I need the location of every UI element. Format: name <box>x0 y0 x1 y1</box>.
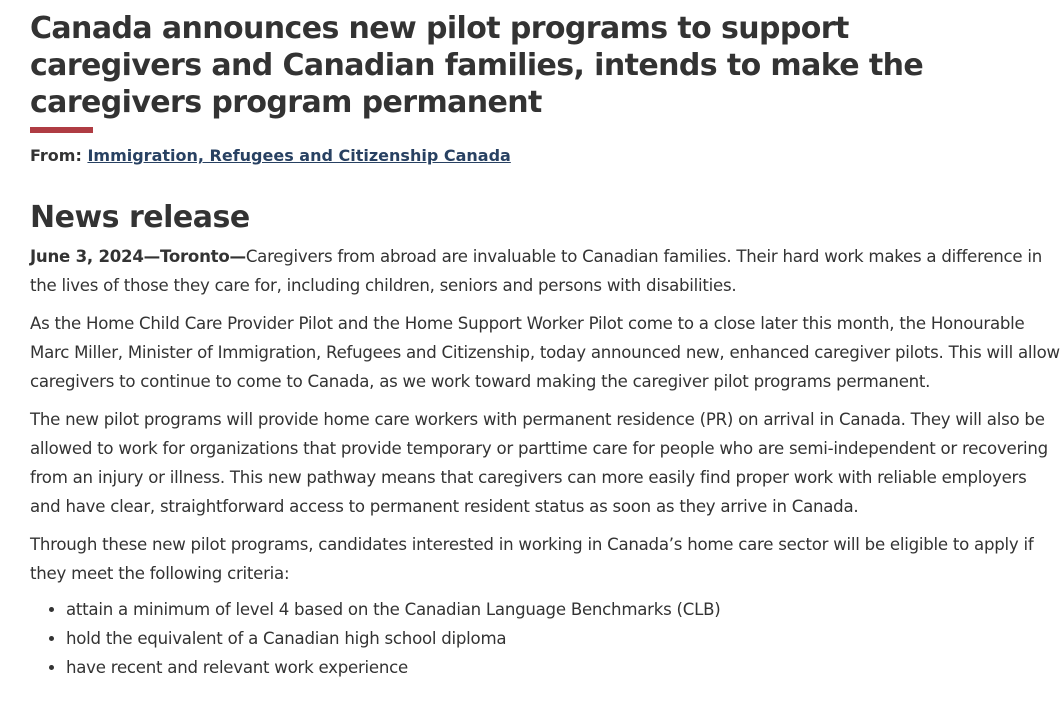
section-heading: News release <box>30 200 250 235</box>
list-item: • attain a minimum of level 4 based on the Canadian Language Benchmarks (CLB) <box>66 595 1060 624</box>
paragraph-intro-text: Caregivers from abroad are invaluable to Canadian families. Their hard work makes a difference in the lives of those they care for, including children, seniors and persons with disabilities. <box>30 247 1043 295</box>
paragraph-new-pilots: The new pilot programs will provide home care workers with permanent residence (PR) on arrival in Canada. They will also be allowed to work for organizations that provide temporary or parttime care for people who are semi-independent or recovering from an injury or illness. This new pathway means that caregivers can more easily find proper work with reliable employers and have clear, straightforward access to permanent resident status as soon as they arrive in Canada. <box>30 410 1048 516</box>
department-link[interactable]: Immigration, Refugees and Citizenship Canada <box>87 146 511 165</box>
paragraph-announcement: As the Home Child Care Provider Pilot and the Home Support Worker Pilot come to a close later this month, the Honourable Marc Miller, Minister of Immigration, Refugees and Citizenship, today announced new, enhanced caregiver pilots. This will allow caregivers to continue to come to Canada, as we work toward making the caregiver pilot programs permanent. <box>30 314 1060 391</box>
article-content <box>30 0 1060 682</box>
from-label: From: <box>30 146 82 165</box>
list-item: • have recent and relevant work experience <box>66 653 1060 682</box>
page-title: Canada announces new pilot programs to support caregivers and Canadian families, intends to make the caregivers program permanent <box>30 11 924 120</box>
list-item: • hold the equivalent of a Canadian high school diploma <box>66 624 1060 653</box>
title-underline-rule <box>30 127 93 133</box>
paragraph-criteria-intro: Through these new pilot programs, candidates interested in working in Canada’s home care sector will be eligible to apply if they meet the following criteria: <box>30 535 1034 583</box>
dateline: June 3, 2024—Toronto— <box>30 247 246 266</box>
criteria-list <box>30 595 1060 682</box>
from-line <box>30 145 1060 167</box>
paragraph-intro <box>30 242 1060 300</box>
